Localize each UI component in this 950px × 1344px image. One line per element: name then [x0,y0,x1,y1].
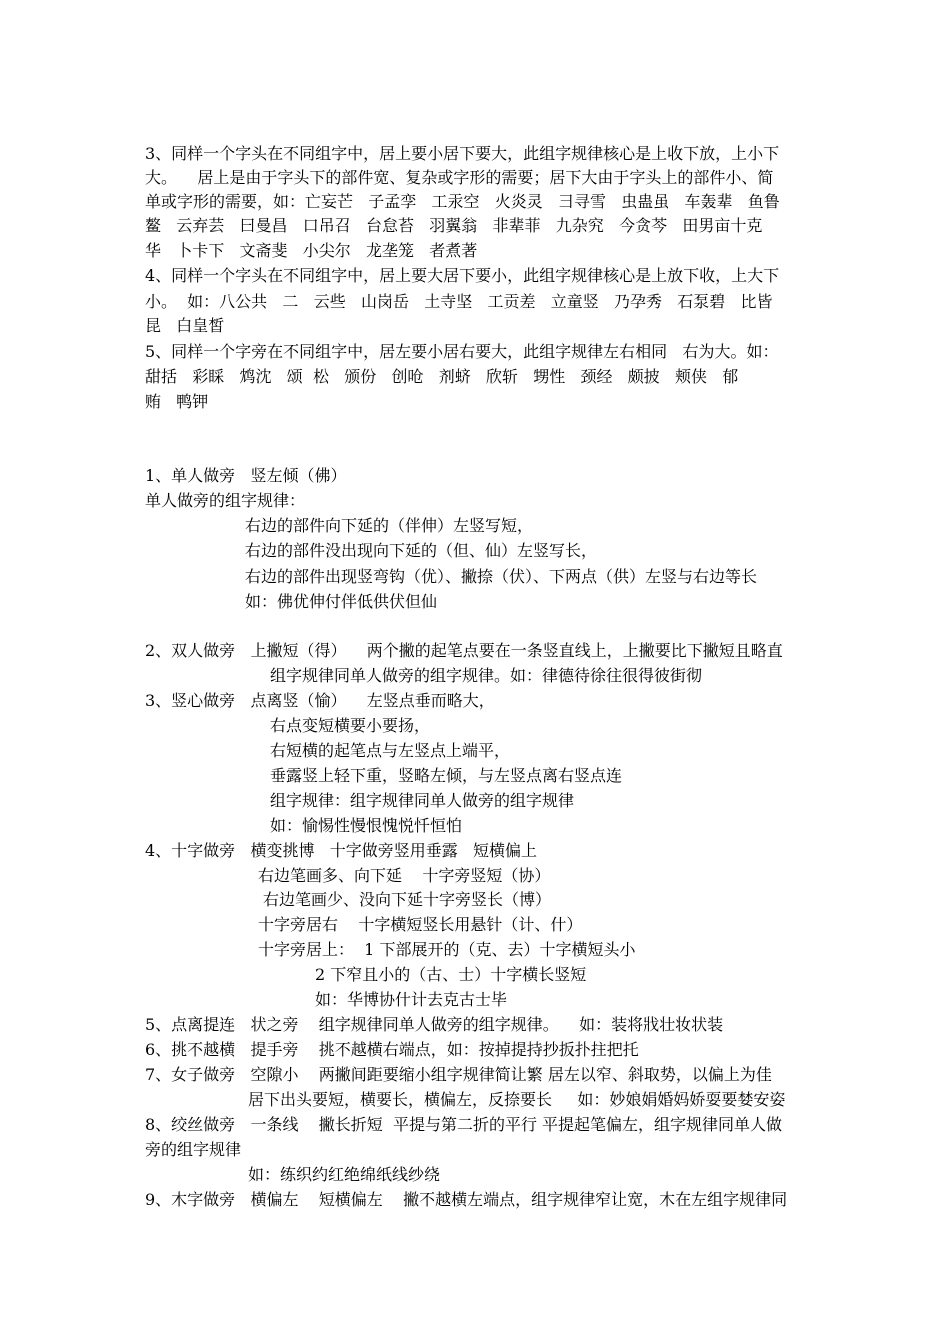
text-line: 如：练织约红绝绵纸线纱绕 [248,1165,441,1184]
text-line: 垂露竖上轻下重，竖略左倾，与左竖点离右竖点连 [270,766,623,785]
text-line: 4、同样一个字头在不同组字中，居上要大居下要小，此组字规律核心是上放下收，上大下 [145,266,780,285]
text-line: 右边的部件出现竖弯钩（优）、撇捺（伏）、下两点（供）左竖与右边等长 [245,567,758,586]
text-line: 旁的组字规律 [145,1140,242,1159]
text-line: 5、同样一个字旁在不同组字中，居左要小居右要大，此组字规律左右相同 右为大。如： [145,342,779,361]
text-line: 4、十字做旁 横变挑博 十字做旁竖用垂露 短横偏上 [145,841,537,860]
text-line: 组字规律同单人做旁的组字规律。如：律德待徐往很得彼街彻 [270,666,703,685]
text-line: 大。 居上是由于字头下的部件宽、复杂或字形的需要；居下大由于字头上的部件小、简 [145,168,774,187]
text-line: 如：华博协什计去克古士毕 [315,990,508,1009]
text-line: 华 卜卡下 文斋斐 小尖尔 龙垄笼 者煮著 [145,241,478,260]
text-line: 十字旁居右 十字横短竖长用悬针（计、什） [258,915,583,934]
text-line: 7、女子做旁 空隙小 两撇间距要缩小组字规律简让繁 居左以窄、斜取势，以偏上为佳 [145,1065,772,1084]
text-line: 昆 白皇皙 [145,316,225,335]
text-line: 1、单人做旁 竖左倾（佛） [145,466,347,485]
text-line: 5、点离提连 状之旁 组字规律同单人做旁的组字规律。 如：装将戕壮妆状装 [145,1015,724,1034]
text-line: 右边的部件没出现向下延的（但、仙）左竖写长， [245,541,598,560]
text-line: 2、双人做旁 上撇短（得） 两个撇的起笔点要在一条竖直线上，上撇要比下撇短且略直 [145,641,783,660]
text-line: 居下出头要短，横要长，横偏左，反捺要长 如：妙娘娟婚妈娇耍要婪安姿 [248,1090,786,1109]
text-line: 右短横的起笔点与左竖点上端平， [270,741,511,760]
text-line: 3、同样一个字头在不同组字中，居上要小居下要大，此组字规律核心是上收下放，上小下 [145,144,780,163]
text-line: 6、挑不越横 提手旁 挑不越横右端点，如：按掉提持抄扳扑拄把托 [145,1040,639,1059]
text-line: 3、竖心做旁 点离竖（愉） 左竖点垂而略大， [145,691,495,710]
text-line: 右边的部件向下延的（伴伸）左竖写短， [245,516,534,535]
text-line: 十字旁居上： 1 下部展开的（克、去）十字横短头小 [258,940,636,959]
text-line: 小。 如：八公共 二 云些 山岗岳 土寺坚 工贡差 立童竖 乃孕秀 石泵碧 比皆 [145,292,773,311]
text-line: 贿 鸭钾 [145,392,209,411]
text-line: 单人做旁的组字规律： [145,491,306,510]
text-line: 鳌 云弃芸 曰曼昌 口吊召 台怠苔 羽翼翁 非辈菲 九杂究 今贪芩 田男亩十克 [145,216,763,235]
text-line: 如：佛优伸付伴低供伏但仙 [245,592,438,611]
text-line: 右边笔画少、没向下延十字旁竖长（博） [263,890,552,909]
text-line: 右边笔画多、向下延 十字旁竖短（协） [258,866,551,885]
text-line: 2 下窄且小的（古、士）十字横长竖短 [315,965,587,984]
text-line: 右点变短横要小要扬， [270,716,431,735]
text-line: 单或字形的需要，如：亡妄芒 子孟孪 工汞空 火炎灵 彐寻雪 虫蛊虽 车轰辈 鱼鲁 [145,192,780,211]
text-line: 如：愉惕性慢恨愧悦忏恒怕 [270,816,463,835]
text-line: 8、绞丝做旁 一条线 撇长折短 平提与第二折的平行 平提起笔偏左，组字规律同单人做 [145,1115,783,1134]
text-line: 9、木字做旁 横偏左 短横偏左 撇不越横左端点，组字规律窄让宽，木在左组字规律同 [145,1190,788,1209]
text-line: 组字规律：组字规律同单人做旁的组字规律 [270,791,575,810]
text-line: 甜括 彩睬 鸩沈 颂 松 颁份 创呛 剂蛴 欣斩 甥性 颈经 颇披 颊侠 郁 [145,367,739,386]
